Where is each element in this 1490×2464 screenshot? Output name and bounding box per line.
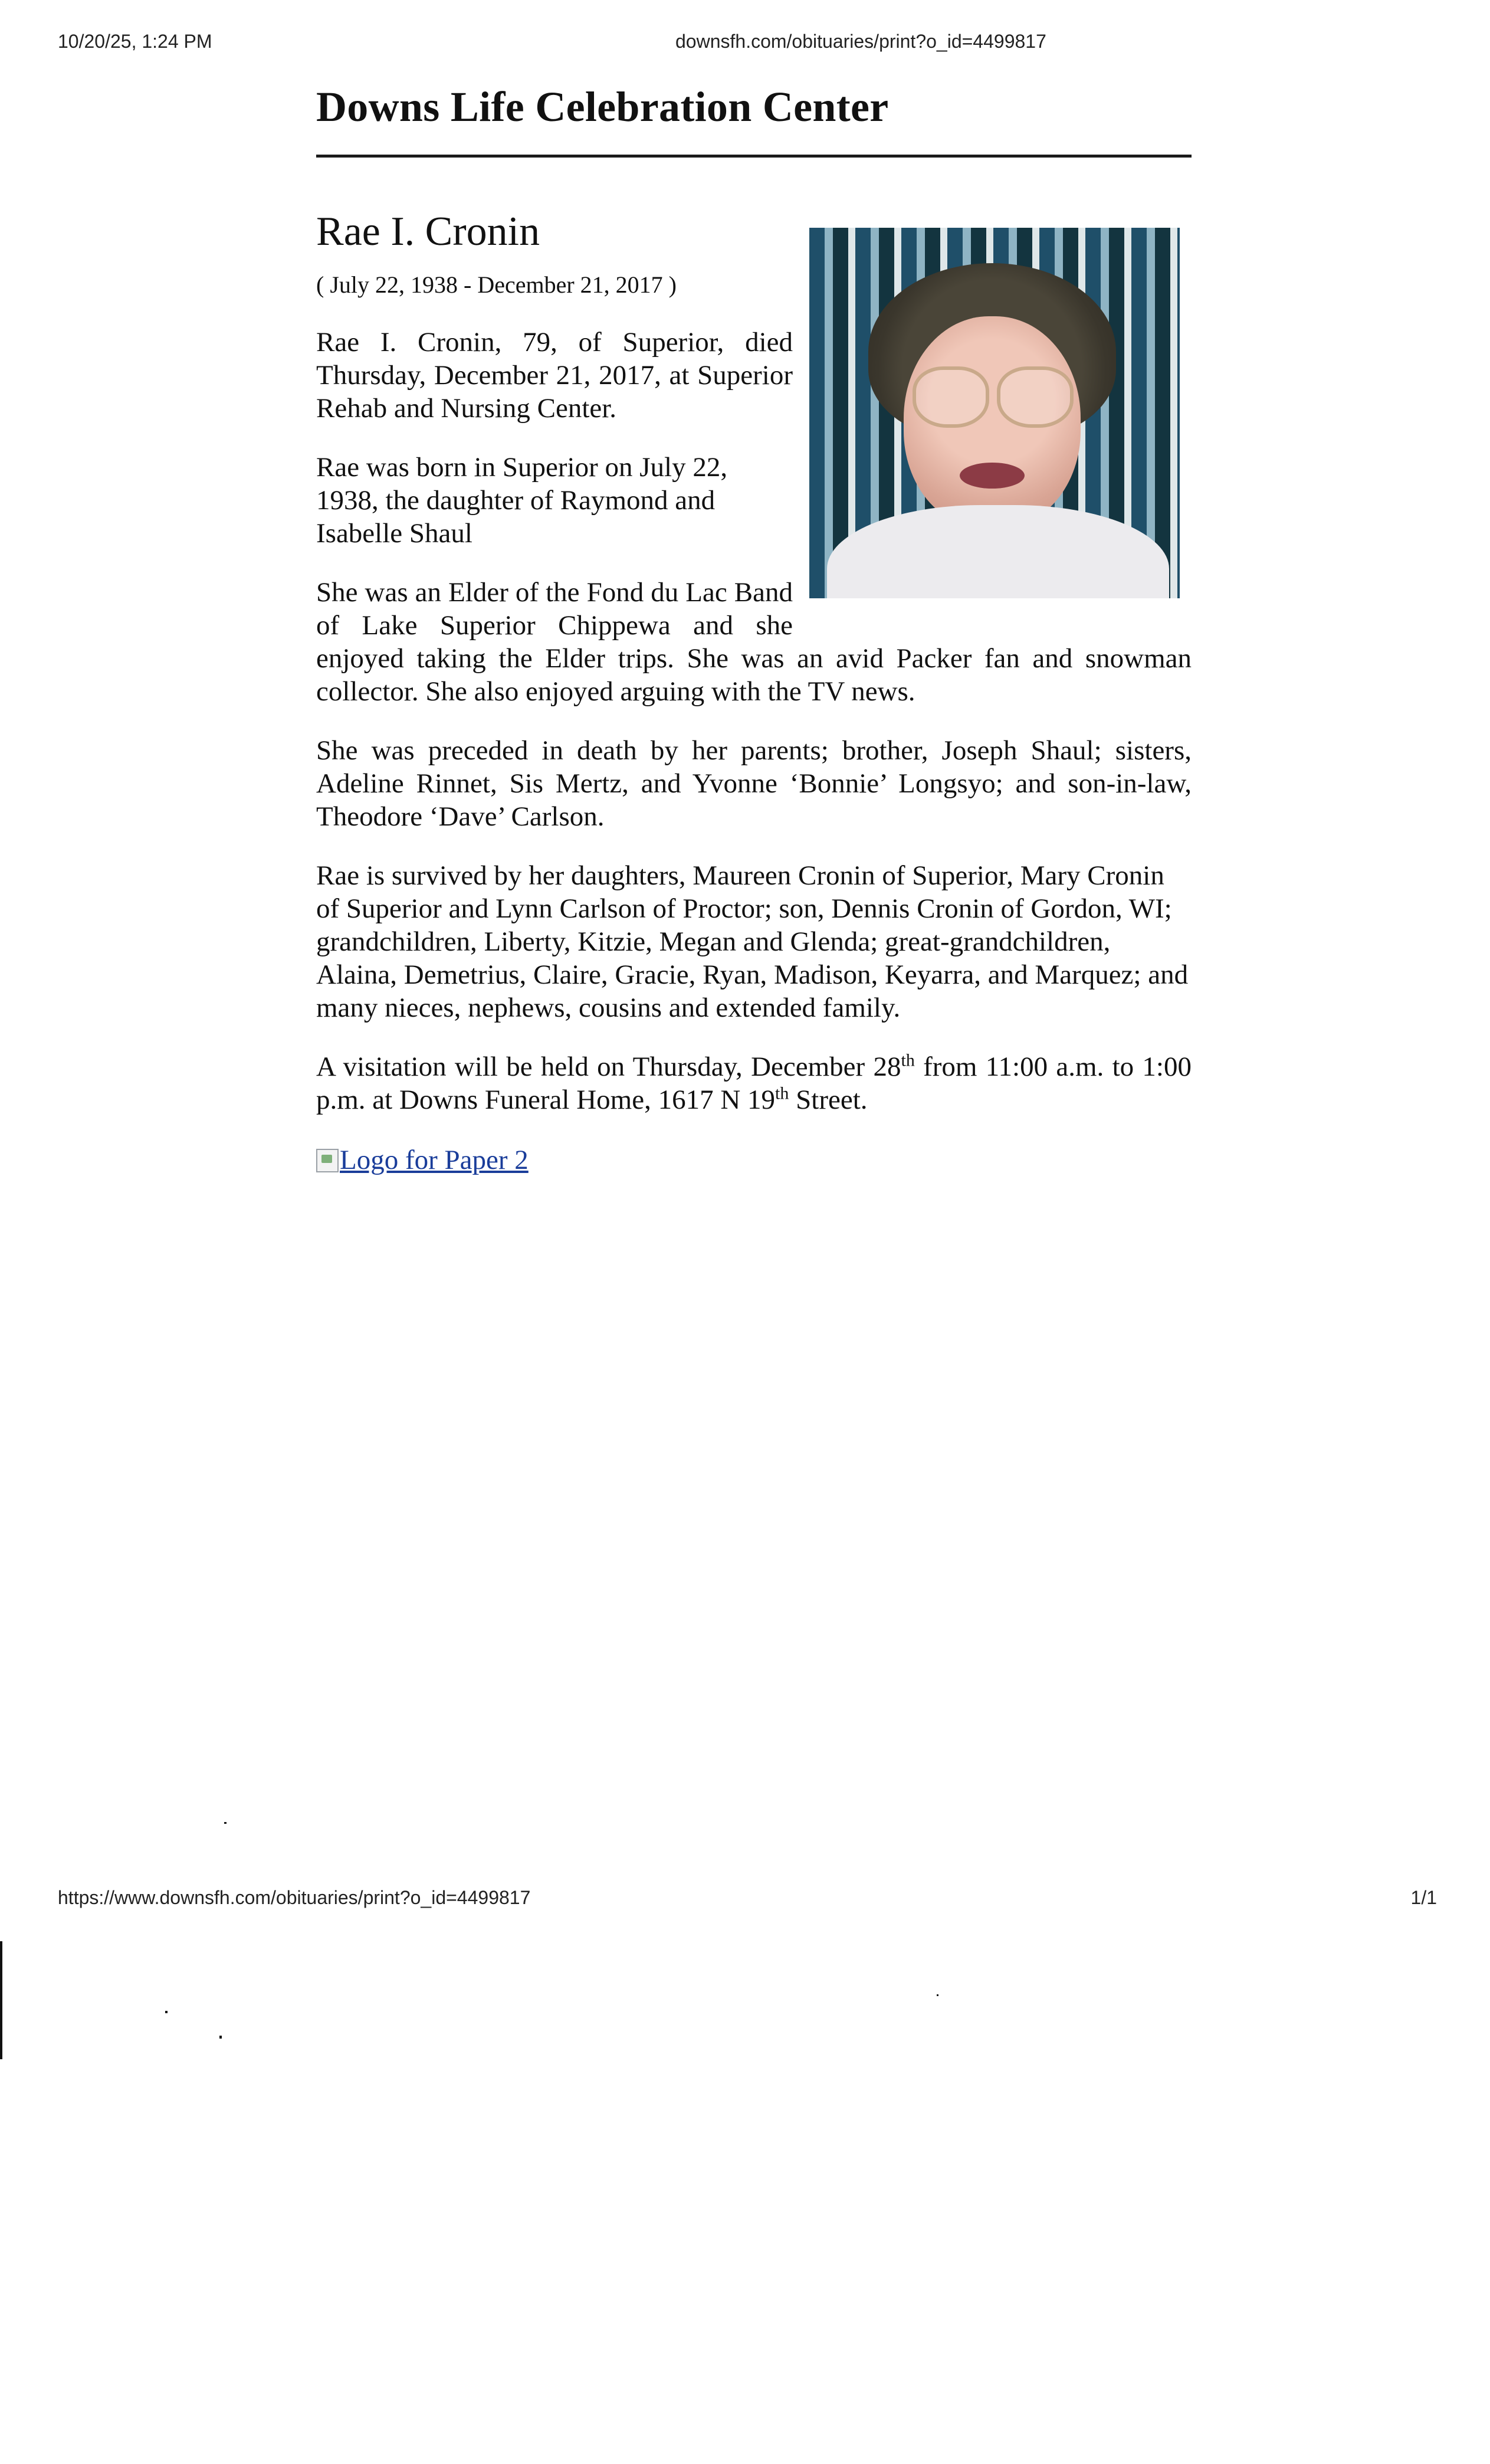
scan-speck <box>224 1822 227 1824</box>
visitation-paragraph <box>316 1050 1192 1116</box>
obituary-paragraph: She was an Elder of the Fond du Lac Band of Lake Superior Chippewa and she enjoyed taking the Elder trips. She was an avid Packer fan and snowman collector. She also enjoyed arguing with the TV news. <box>316 577 1192 707</box>
scan-speck <box>219 2036 222 2039</box>
ordinal-suffix: th <box>901 1050 915 1070</box>
site-title: Downs Life Celebration Center <box>316 83 889 130</box>
photo-shirt <box>827 505 1169 598</box>
ordinal-suffix: th <box>775 1083 789 1103</box>
visitation-text: A visitation will be held on Thursday, December 28 <box>316 1051 901 1082</box>
visitation-text: from 11:00 a.m. to 1:00 p.m. at Downs Funeral Home, 1617 N 19 <box>316 1051 1192 1115</box>
obituary-paragraph: She was preceded in death by her parents; brother, Joseph Shaul; sisters, Adeline Rinnet, Sis Mertz, and Yvonne ‘Bonnie’ Longsyo; and son-in-law, Theodore ‘Dave’ Carlson. <box>316 735 1192 832</box>
page-number: 1/1 <box>1410 1887 1437 1908</box>
photo-glasses-right <box>997 366 1074 428</box>
obituary-paragraph: Rae was born in Superior on July 22, 1938, the daughter of Raymond and Isabelle Shaul <box>316 452 728 549</box>
scan-speck <box>165 2011 168 2013</box>
scan-edge-mark <box>0 1941 2 2059</box>
deceased-name: Rae I. Cronin <box>316 209 540 254</box>
footer-url: https://www.downsfh.com/obituaries/print?o_id=4499817 <box>58 1887 531 1908</box>
print-footer <box>0 1887 1490 1913</box>
print-url: downsfh.com/obituaries/print?o_id=4499817 <box>675 31 1046 52</box>
scan-speck <box>937 1994 938 1996</box>
visitation-text: Street. <box>789 1084 868 1115</box>
life-dates: ( July 22, 1938 - December 21, 2017 ) <box>316 271 677 298</box>
obituary-photo <box>809 228 1180 598</box>
obituary-paragraph: Rae I. Cronin, 79, of Superior, died Thursday, December 21, 2017, at Superior Rehab and Nursing Center. <box>316 327 793 424</box>
title-divider <box>316 155 1192 158</box>
print-datetime: 10/20/25, 1:24 PM <box>58 31 212 52</box>
obituary-paragraph: Rae is survived by her daughters, Maureen Cronin of Superior, Mary Cronin of Superior and Lynn Carlson of Proctor; son, Dennis Cronin of Gordon, WI; grandchildren, Liberty, Kitzie, Megan and Glenda; great-grandchildren, Alaina, Demetrius, Claire, Gracie, Ryan, Madison, Keyarra, and Marquez; and many nieces, nephews, cousins and extended family. <box>316 860 1189 1023</box>
logo-link-text: Logo for Paper 2 <box>340 1145 529 1175</box>
broken-image-icon <box>316 1149 339 1172</box>
photo-mouth <box>960 463 1025 489</box>
obituary-article <box>316 207 1192 1177</box>
print-header <box>0 31 1490 57</box>
newspaper-logo-link[interactable] <box>316 1143 529 1177</box>
photo-glasses-left <box>913 366 989 428</box>
